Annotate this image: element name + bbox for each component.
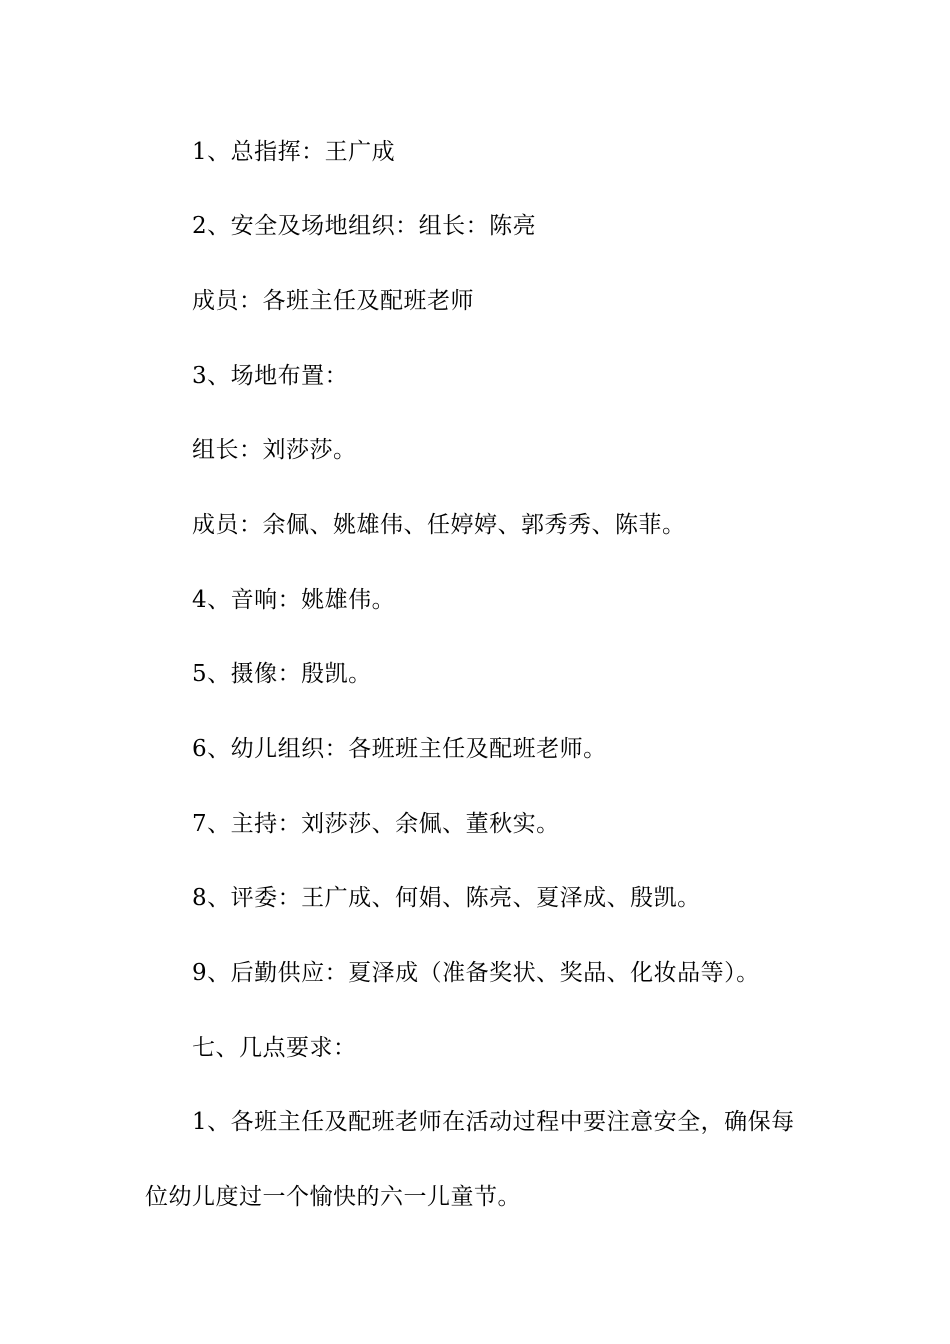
paragraph-line-2: 位幼儿度过一个愉快的六一儿童节。 (145, 1184, 521, 1210)
text-line-8: 5、摄像：殷凯。 (192, 661, 372, 687)
section-heading: 七、几点要求： (192, 1035, 357, 1061)
paragraph-line-1: 1、各班主任及配班老师在活动过程中要注意安全，确保每 (192, 1109, 795, 1135)
text-line-3: 成员：各班主任及配班老师 (192, 288, 474, 314)
text-line-6: 成员：余佩、姚雄伟、任婷婷、郭秀秀、陈菲。 (192, 512, 686, 538)
text-line-10: 7、主持：刘莎莎、余佩、董秋实。 (192, 811, 560, 837)
text-line-1: 1、总指挥：王广成 (192, 139, 396, 165)
text-line-2: 2、安全及场地组织：组长：陈亮 (192, 213, 537, 239)
text-line-5: 组长：刘莎莎。 (192, 437, 357, 463)
text-line-11: 8、评委：王广成、何娟、陈亮、夏泽成、殷凯。 (192, 885, 701, 911)
text-line-9: 6、幼儿组织：各班班主任及配班老师。 (192, 736, 607, 762)
text-line-7: 4、音响：姚雄伟。 (192, 587, 396, 613)
text-line-12: 9、后勤供应：夏泽成（准备奖状、奖品、化妆品等）。 (192, 960, 760, 986)
text-line-4: 3、场地布置： (192, 363, 349, 389)
